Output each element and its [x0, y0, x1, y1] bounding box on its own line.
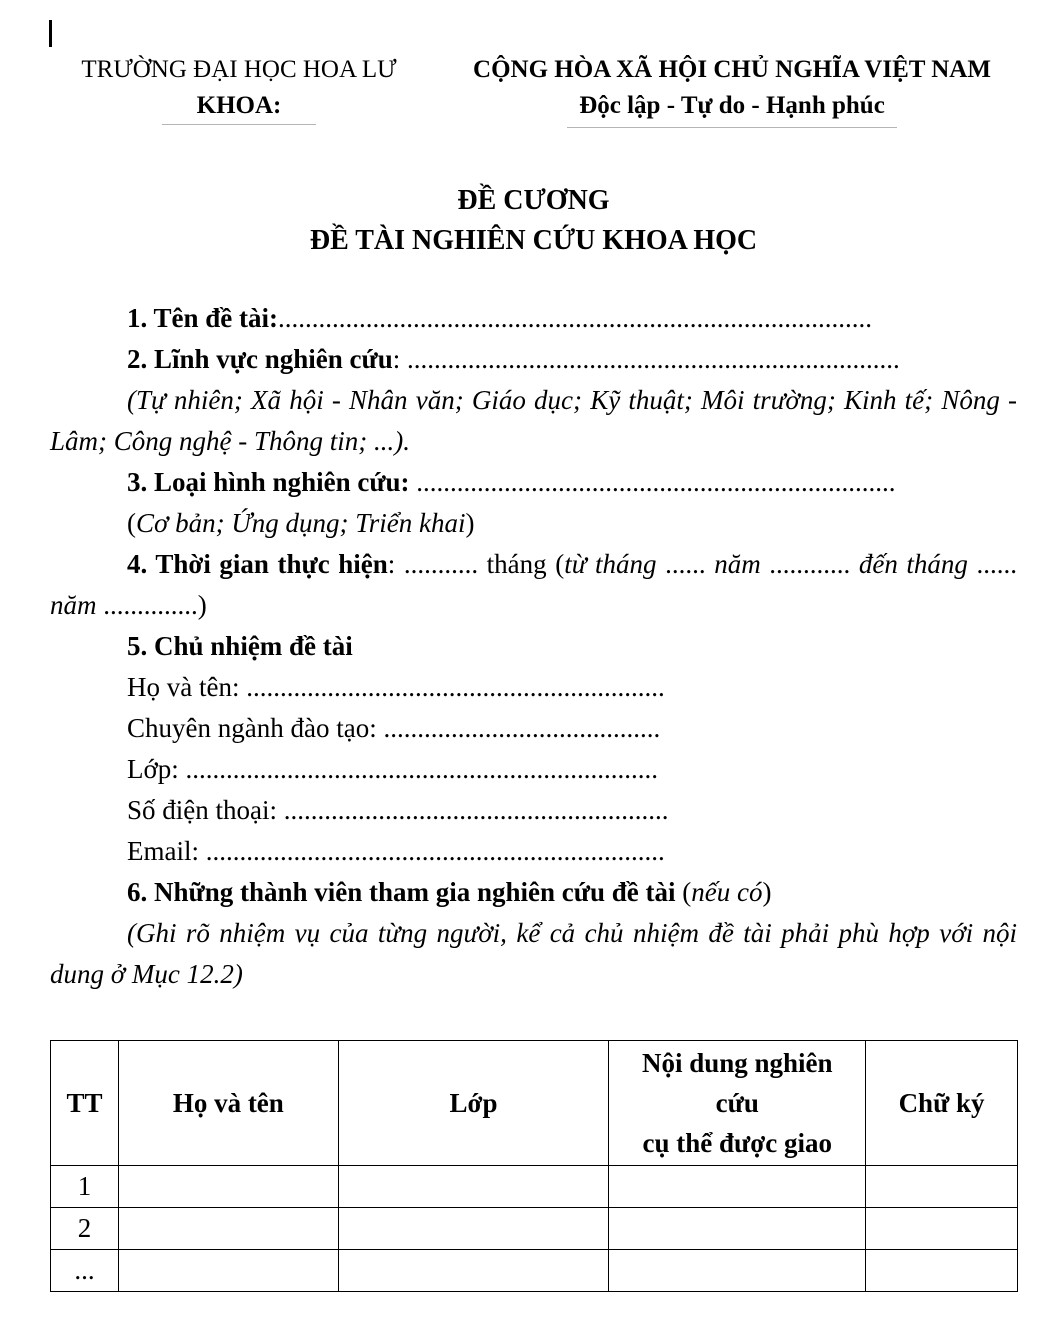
section-4-to-year: năm — [50, 590, 97, 620]
row-class-cell[interactable] — [338, 1166, 609, 1208]
row-name-cell[interactable] — [118, 1166, 338, 1208]
section-4-part5[interactable]: ............ — [760, 549, 859, 579]
field-email-label: Email: — [127, 836, 206, 866]
row-signature-cell[interactable] — [866, 1208, 1018, 1250]
motto: Độc lập - Tự do - Hạnh phúc — [579, 92, 885, 119]
row-tt: 1 — [51, 1166, 119, 1208]
section-5-label: 5. Chủ nhiệm đề tài — [127, 631, 353, 661]
section-2-note: (Tự nhiên; Xã hội - Nhân văn; Giáo dục; Kỹ thuật; Môi trường; Kinh tế; Nông - Lâm; Công nghệ - Thông tin; ...). — [50, 385, 1017, 456]
table-header-row — [51, 1041, 1018, 1166]
section-4-part1[interactable]: : ........... tháng ( — [387, 549, 565, 579]
section-3-note — [50, 503, 1017, 544]
row-name-cell[interactable] — [118, 1250, 338, 1292]
section-3-dots[interactable]: ....................................................................... — [409, 467, 896, 497]
text-cursor — [49, 20, 52, 47]
field-major-dots[interactable]: ......................................... — [383, 713, 661, 743]
section-5-field-major — [50, 708, 1017, 749]
section-5-field-class — [50, 749, 1017, 790]
field-class-dots[interactable]: ...................................................................... — [185, 754, 659, 784]
header-name: Họ và tên — [118, 1041, 338, 1166]
section-6-note: (Ghi rõ nhiệm vụ của từng người, kể cả chủ nhiệm đề tài phải phù hợp với nội dung ở Mục 12.2) — [50, 918, 1017, 989]
section-4-from-year: năm — [714, 549, 761, 579]
section-2-dots[interactable]: ......................................................................... — [406, 344, 900, 374]
section-3-label: 3. Loại hình nghiên cứu: — [127, 467, 410, 497]
row-content-cell[interactable] — [609, 1250, 866, 1292]
header-left-underline — [162, 124, 316, 125]
field-class-label: Lớp: — [127, 754, 186, 784]
row-class-cell[interactable] — [338, 1250, 609, 1292]
school-name: TRƯỜNG ĐẠI HỌC HOA LƯ — [81, 56, 397, 83]
field-major-label: Chuyên ngành đào tạo: — [127, 713, 384, 743]
field-phone-dots[interactable]: ......................................................... — [283, 795, 669, 825]
field-phone-label: Số điện thoại: — [127, 795, 284, 825]
row-tt: 2 — [51, 1208, 119, 1250]
field-name-dots[interactable]: .............................................................. — [246, 672, 665, 702]
section-3-note-close: ) — [465, 508, 475, 538]
section-4-part9[interactable]: ..............) — [96, 590, 207, 620]
section-6-paren-open: ( — [675, 877, 692, 907]
row-name-cell[interactable] — [118, 1208, 338, 1250]
section-3-note-text: Cơ bản; Ứng dụng; Triển khai — [136, 508, 466, 538]
title-line-2: ĐỀ TÀI NGHIÊN CỨU KHOA HỌC — [309, 225, 758, 256]
row-signature-cell[interactable] — [866, 1166, 1018, 1208]
section-4-from-month: từ tháng — [564, 549, 657, 579]
section-6-label: 6. Những thành viên tham gia nghiên cứu đề tài — [127, 877, 676, 907]
section-6-paren-text: nếu có — [691, 877, 763, 907]
section-6-paren-close: ) — [762, 877, 772, 907]
row-content-cell[interactable] — [609, 1166, 866, 1208]
section-1-dots[interactable]: ........................................................................................ — [278, 303, 873, 333]
field-name-label: Họ và tên: — [127, 672, 247, 702]
document-title — [50, 181, 1017, 261]
section-1-topic — [50, 298, 1017, 339]
section-3-note-open: ( — [127, 508, 136, 538]
header-right-underline — [567, 127, 897, 128]
section-5-field-name — [50, 667, 1017, 708]
header-right — [452, 52, 1012, 128]
section-4-duration — [50, 544, 1017, 626]
section-4-part3[interactable]: ...... — [656, 549, 715, 579]
title-line-1: ĐỀ CƯƠNG — [457, 185, 610, 216]
header-content-line-3: cụ thể được giao — [642, 1128, 832, 1158]
section-5-field-email — [50, 831, 1017, 872]
section-3-type — [50, 462, 1017, 503]
section-2-field — [50, 339, 1017, 380]
section-4-to-month: đến tháng — [858, 549, 968, 579]
section-2-label: 2. Lĩnh vực nghiên cứu — [127, 344, 393, 374]
section-1-label: 1. Tên đề tài: — [127, 303, 279, 333]
members-table — [50, 1040, 1018, 1292]
section-4-part7[interactable]: ...... — [967, 549, 1018, 579]
header-left — [60, 52, 418, 125]
header-class: Lớp — [338, 1041, 609, 1166]
section-6-members — [50, 872, 1017, 913]
row-class-cell[interactable] — [338, 1208, 609, 1250]
row-content-cell[interactable] — [609, 1208, 866, 1250]
table-row — [51, 1208, 1018, 1250]
faculty-label: KHOA: — [196, 92, 282, 119]
header-signature: Chữ ký — [866, 1041, 1018, 1166]
table-row — [51, 1166, 1018, 1208]
header-content-line-1: Nội dung nghiên — [641, 1048, 833, 1078]
form-content — [50, 298, 1017, 995]
header-content-line-2: cứu — [715, 1088, 759, 1118]
section-5-field-phone — [50, 790, 1017, 831]
country-name: CỘNG HÒA XÃ HỘI CHỦ NGHĨA VIỆT NAM — [473, 56, 991, 83]
row-signature-cell[interactable] — [866, 1250, 1018, 1292]
section-2-colon: : — [392, 344, 407, 374]
field-email-dots[interactable]: .................................................................... — [205, 836, 665, 866]
row-tt: ... — [51, 1250, 119, 1292]
header-content — [609, 1041, 866, 1166]
table-row — [51, 1250, 1018, 1292]
section-4-label: 4. Thời gian thực hiện — [127, 549, 388, 579]
header-tt: TT — [51, 1041, 119, 1166]
